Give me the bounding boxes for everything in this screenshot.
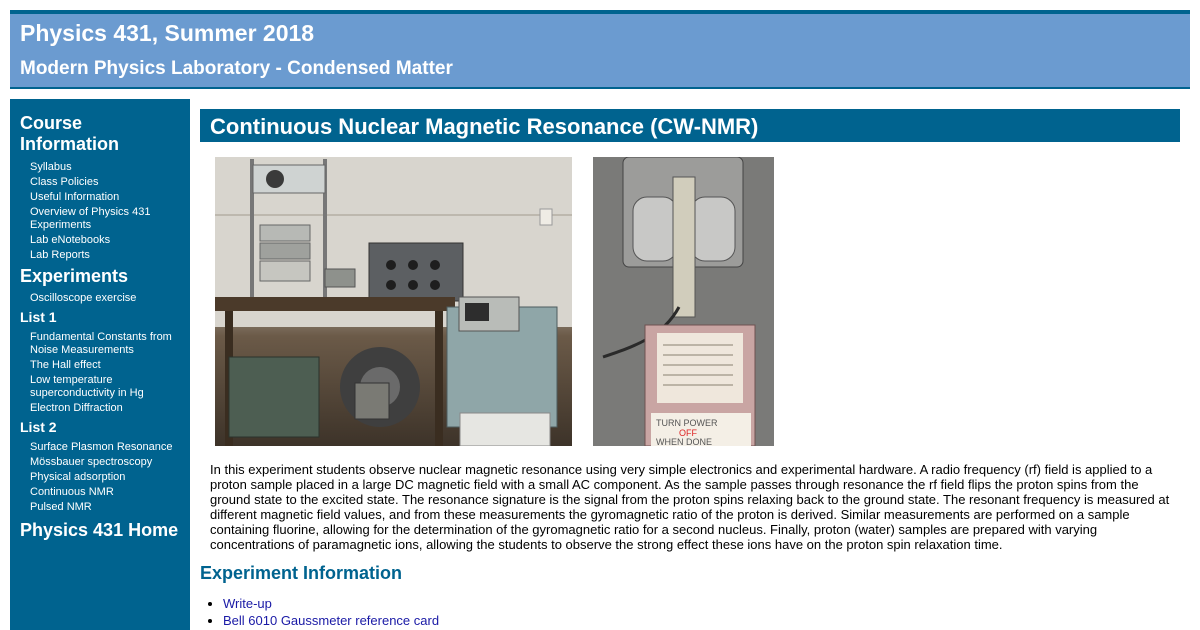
gaussmeter-reference-link[interactable]: Bell 6010 Gaussmeter reference card (223, 613, 440, 628)
site-subtitle: Modern Physics Laboratory - Condensed Matter (20, 58, 453, 79)
sidebar-item-surface-plasmon[interactable]: Surface Plasmon Resonance (30, 441, 173, 453)
sidebar-item-electron-diffraction[interactable]: Electron Diffraction (30, 402, 123, 414)
experiment-description: In this experiment students observe nuclear magnetic resonance using very simple electronics and experimental hardware. A radio frequency (rf) field is applied to a proton sample placed in a large DC magnetic field with a small AC component. As the sample passes through resonance the rf field flips the proton spins from the ground state to the excited state. The resonance signature is the signal from the proton spins relaxing back to the ground state. The resonant frequency is measured at different magnetic field values, and from these measurements the gyromagnetic ratio of the proton is derived. Similar measurements are performed on a sample containing fluorine, allowing for the determination of the gyromagnetic ratio for a second nucleus. Finally, proton (water) samples are prepared with varying concentrations of paramagnetic ions, allowing the students to observe the strong effect these ions have on the proton spin relaxation time. (210, 462, 1170, 552)
list-1-items (20, 331, 180, 415)
sidebar-nav (10, 99, 190, 630)
sidebar-heading-experiments[interactable]: Experiments (20, 266, 129, 286)
nmr-magnet-closeup-photo (593, 157, 774, 446)
sidebar-item-physical-adsorption[interactable]: Physical adsorption (30, 471, 126, 483)
sidebar-home-link[interactable]: Physics 431 Home (20, 520, 179, 540)
nmr-magnet-illustration (593, 157, 774, 446)
sidebar-item-overview[interactable]: Overview of Physics 431 Experiments (30, 206, 151, 231)
sidebar-item-pulsed-nmr[interactable]: Pulsed NMR (30, 501, 92, 513)
experiment-links (200, 595, 439, 629)
sidebar-heading-list-1[interactable]: List 1 (20, 309, 57, 325)
sidebar-item-useful-information[interactable]: Useful Information (30, 191, 120, 203)
site-title: Physics 431, Summer 2018 (20, 20, 315, 46)
list-item (223, 612, 439, 629)
site-header (10, 10, 1190, 89)
page-title: Continuous Nuclear Magnetic Resonance (CW-NMR) (200, 109, 1180, 142)
main-content (200, 109, 1180, 628)
list-item (223, 595, 439, 612)
sidebar-item-fundamental-constants[interactable]: Fundamental Constants from Noise Measurements (30, 331, 172, 356)
list-2-items (20, 441, 180, 514)
sign-line-3: WHEN DONE (656, 437, 712, 446)
sidebar-item-syllabus[interactable]: Syllabus (30, 161, 72, 173)
nmr-apparatus-illustration (215, 157, 572, 446)
sidebar-heading-list-2[interactable]: List 2 (20, 419, 57, 435)
sign-line-2: OFF (679, 428, 697, 438)
sidebar-item-mossbauer[interactable]: Mössbauer spectroscopy (30, 456, 153, 468)
sidebar-item-lab-reports[interactable]: Lab Reports (30, 249, 90, 261)
sidebar-item-hall-effect[interactable]: The Hall effect (30, 359, 101, 371)
experiments-list (20, 292, 180, 305)
sidebar-item-oscilloscope-exercise[interactable]: Oscilloscope exercise (30, 292, 137, 304)
sidebar-item-superconductivity[interactable]: Low temperature superconductivity in Hg (30, 374, 144, 399)
sidebar-item-continuous-nmr[interactable]: Continuous NMR (30, 486, 114, 498)
nmr-apparatus-photo (215, 157, 572, 446)
sidebar-heading-course-information[interactable]: Course Information (20, 113, 119, 154)
sign-line-1: TURN POWER (656, 418, 718, 428)
course-info-list (20, 161, 180, 262)
write-up-link[interactable]: Write-up (223, 596, 272, 611)
experiment-information-heading: Experiment Information (200, 563, 403, 583)
sidebar-item-class-policies[interactable]: Class Policies (30, 176, 99, 188)
sidebar-item-lab-enotebooks[interactable]: Lab eNotebooks (30, 234, 111, 246)
